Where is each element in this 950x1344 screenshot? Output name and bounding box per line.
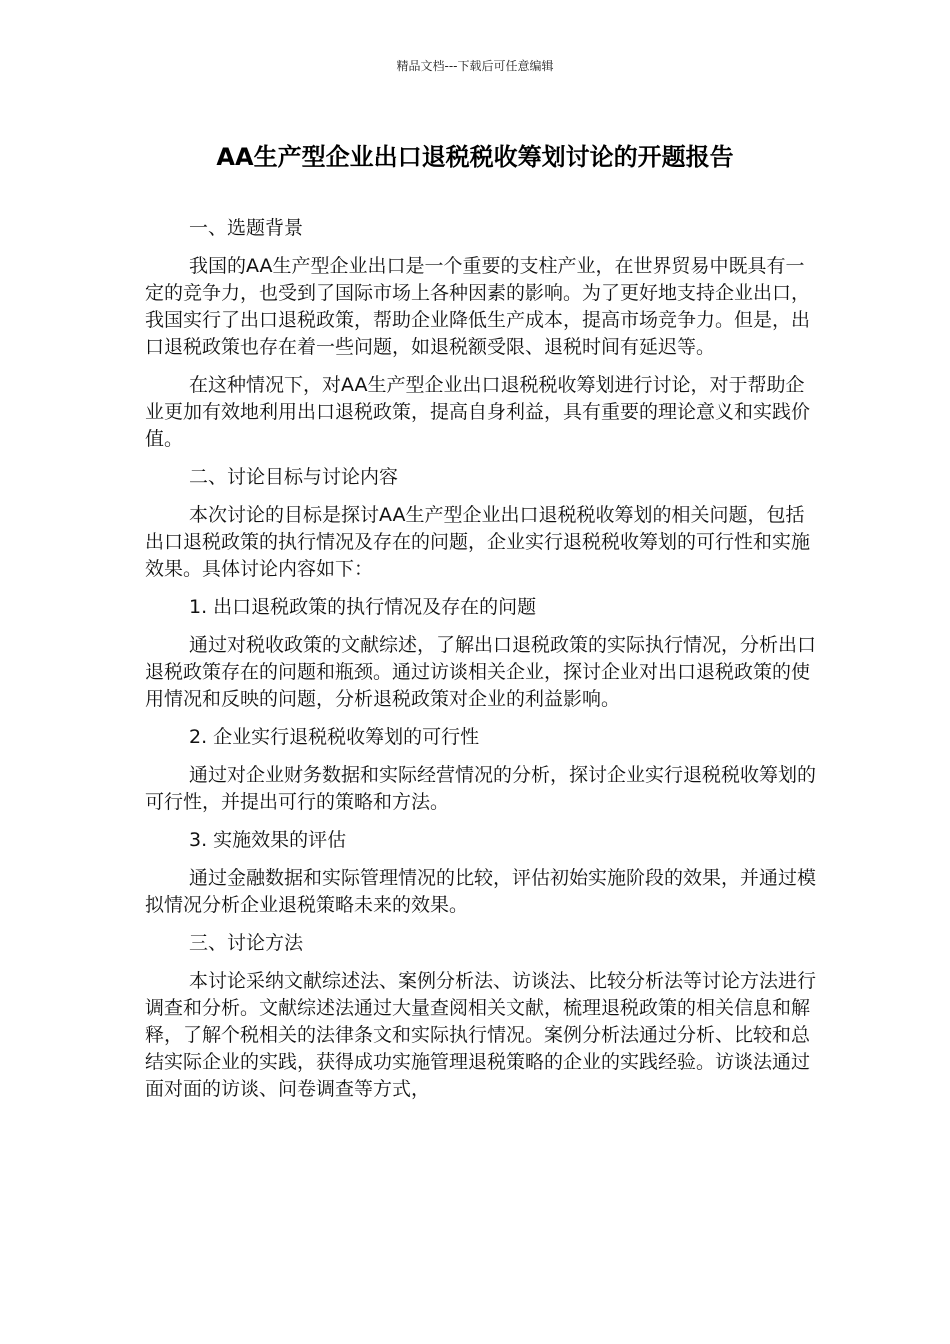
section-3-paragraph-1: 本讨论采纳文献综述法、案例分析法、访谈法、比较分析法等讨论方法进行调查和分析。文献综述法通过大量查阅相关文献，梳理退税政策的相关信息和解释，了解个税相关的法律条文和实际执行情况。案例分析法通过分析、比较和总结实际企业的实践，获得成功实施管理退税策略的企业的实践经验。访谈法通过面对面的访谈、问卷调查等方式， xyxy=(145,970,817,1100)
section-1-heading: 一、选题背景 xyxy=(189,217,304,239)
section-3-heading: 三、讨论方法 xyxy=(189,932,304,954)
section-2-subheading-3: 3. 实施效果的评估 xyxy=(189,829,347,851)
section-1-paragraph-2: 在这种情况下，对AA生产型企业出口退税税收筹划进行讨论，对于帮助企业更加有效地利用出口退税政策，提高自身利益，具有重要的理论意义和实践价值。 xyxy=(145,374,811,450)
section-2-subheading-1: 1. 出口退税政策的执行情况及存在的问题 xyxy=(189,596,537,618)
section-2-subparagraph-3: 通过金融数据和实际管理情况的比较，评估初始实施阶段的效果，并通过模拟情况分析企业退税策略未来的效果。 xyxy=(145,867,817,916)
document-title: AA生产型企业出口退税税收筹划讨论的开题报告 xyxy=(216,143,734,171)
section-1-paragraph-1: 我国的AA生产型企业出口是一个重要的支柱产业，在世界贸易中既具有一定的竞争力，也受到了国际市场上各种因素的影响。为了更好地支持企业出口，我国实行了出口退税政策，帮助企业降低生产成本，提高市场竞争力。但是，出口退税政策也存在着一些问题，如退税额受限、退税时间有延迟等。 xyxy=(145,255,811,358)
section-2-subparagraph-1: 通过对税收政策的文献综述，了解出口退税政策的实际执行情况，分析出口退税政策存在的问题和瓶颈。通过访谈相关企业，探讨企业对出口退税政策的使用情况和反映的问题，分析退税政策对企业的利益影响。 xyxy=(145,634,817,710)
section-2-subheading-2: 2. 企业实行退税税收筹划的可行性 xyxy=(189,726,480,748)
document-body xyxy=(145,215,820,1114)
page-header: 精品文档---下载后可任意编辑 xyxy=(396,59,554,73)
section-2-subparagraph-2: 通过对企业财务数据和实际经营情况的分析，探讨企业实行退税税收筹划的可行性，并提出可行的策略和方法。 xyxy=(145,764,817,813)
section-2-paragraph-1: 本次讨论的目标是探讨AA生产型企业出口退税税收筹划的相关问题，包括出口退税政策的执行情况及存在的问题，企业实行退税税收筹划的可行性和实施效果。具体讨论内容如下： xyxy=(145,504,811,580)
section-2-heading: 二、讨论目标与讨论内容 xyxy=(189,466,399,488)
